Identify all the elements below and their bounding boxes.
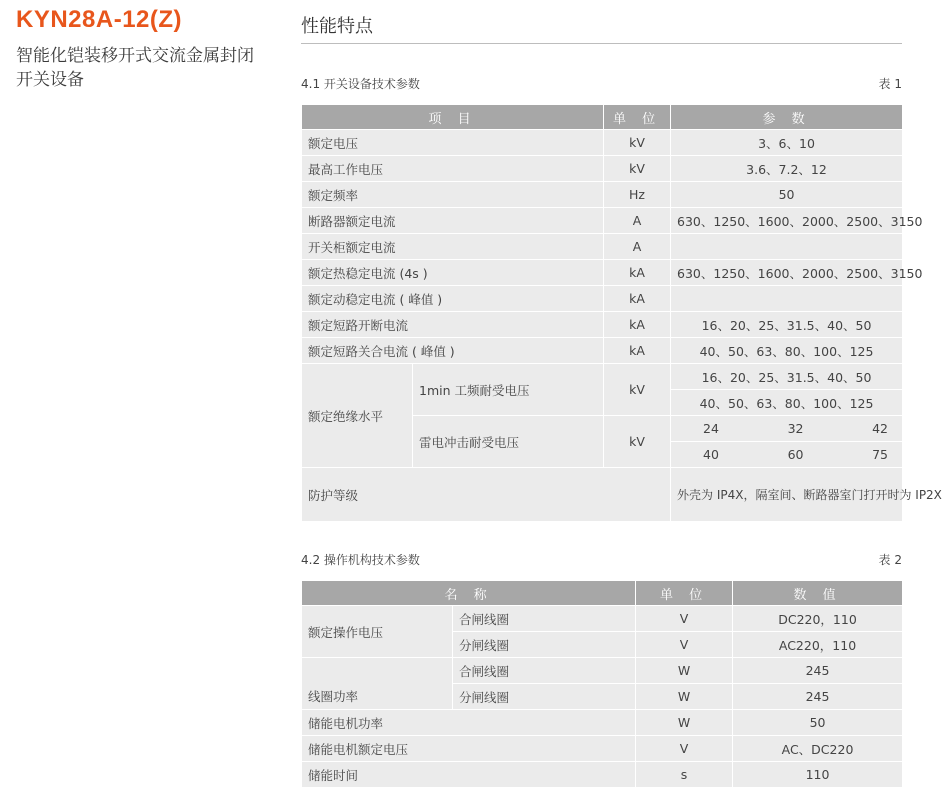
row-value: 50: [671, 182, 903, 208]
lightning-label: 雷电冲击耐受电压: [413, 416, 604, 468]
row-sub: 分闸线圈: [453, 684, 636, 710]
table1-caption: 4.1 开关设备技术参数: [301, 77, 420, 91]
row-item: 断路器额定电流: [302, 208, 604, 234]
table-row: [302, 286, 903, 312]
row-sub: 分闸线圈: [453, 632, 636, 658]
power-freq-label: 1min 工频耐受电压: [413, 364, 604, 416]
group-name: 线圈功率: [302, 658, 453, 710]
table-row: [302, 130, 903, 156]
lightning-value: 24: [703, 421, 719, 436]
row-item: 额定动稳定电流 ( 峰值 ): [302, 286, 604, 312]
product-title: KYN28A-12(Z): [16, 6, 183, 33]
table-row: [302, 234, 903, 260]
switchgear-spec-table: [301, 104, 942, 522]
lightning-values-row1: [671, 416, 903, 442]
row-item: 额定短路关合电流 ( 峰值 ): [302, 338, 604, 364]
row-value: 40、50、63、80、100、125: [671, 338, 903, 364]
table-row: [302, 312, 903, 338]
table-row: [302, 710, 903, 736]
group-name: 额定操作电压: [302, 606, 453, 658]
row-value: 3、6、10: [671, 130, 903, 156]
table1-label: 表 1: [878, 77, 902, 91]
table-row: [302, 156, 903, 182]
row-item: 开关柜额定电流: [302, 234, 604, 260]
row-value: AC、DC220: [733, 736, 903, 762]
row-value: [671, 286, 903, 312]
table-row: [302, 736, 903, 762]
insulation-item: 额定绝缘水平: [302, 364, 413, 468]
row-unit: V: [636, 606, 733, 632]
table-row: [302, 606, 903, 632]
table2-caption: 4.2 操作机构技术参数: [301, 553, 420, 567]
row-unit: kA: [604, 338, 671, 364]
protection-item: 防护等级: [302, 468, 671, 522]
header-unit: 单 位: [636, 581, 733, 606]
row-value: DC220，110: [733, 606, 903, 632]
row-value: 50: [733, 710, 903, 736]
row-unit: kA: [604, 260, 671, 286]
row-unit: W: [636, 658, 733, 684]
row-item: 额定频率: [302, 182, 604, 208]
table-row: [302, 182, 903, 208]
row-value: 630、1250、1600、2000、2500、3150: [671, 208, 903, 234]
lightning-unit: kV: [604, 416, 671, 468]
header-unit: 单 位: [604, 105, 671, 130]
row-value: 16、20、25、31.5、40、50: [671, 312, 903, 338]
row-value: 245: [733, 684, 903, 710]
row-value: 110: [733, 762, 903, 788]
mechanism-spec-table: [301, 580, 903, 788]
lightning-value: 42: [872, 421, 889, 436]
row-item: 额定短路开断电流: [302, 312, 604, 338]
table-header-row: [302, 581, 903, 606]
table-row: [302, 338, 903, 364]
row-name: 储能电机功率: [302, 710, 636, 736]
table-row: [302, 658, 903, 684]
row-unit: kA: [604, 312, 671, 338]
power-freq-value: 40、50、63、80、100、125: [671, 390, 903, 416]
row-value: 630、1250、1600、2000、2500、3150: [671, 260, 903, 286]
row-sub: 合闸线圈: [453, 658, 636, 684]
section-divider: [301, 43, 902, 44]
row-item: 额定热稳定电流 (4s ): [302, 260, 604, 286]
header-item: 项 目: [302, 105, 604, 130]
row-unit: kA: [604, 286, 671, 312]
row-name: 储能电机额定电压: [302, 736, 636, 762]
row-item: 最高工作电压: [302, 156, 604, 182]
lightning-value: 40: [703, 447, 719, 462]
table2-label: 表 2: [878, 553, 902, 567]
row-unit: Hz: [604, 182, 671, 208]
row-value: 3.6、7.2、12: [671, 156, 903, 182]
row-value: AC220，110: [733, 632, 903, 658]
table-header-row: [302, 105, 903, 130]
row-unit: W: [636, 684, 733, 710]
protection-value: 外壳为 IP4X，隔室间、断路器室门打开时为 IP2X: [671, 468, 903, 522]
power-freq-unit: kV: [604, 364, 671, 416]
row-name: 储能时间: [302, 762, 636, 788]
table-row: [302, 260, 903, 286]
row-unit: V: [636, 632, 733, 658]
row-unit: kV: [604, 130, 671, 156]
table-row: [302, 468, 903, 522]
row-sub: 合闸线圈: [453, 606, 636, 632]
row-value: [671, 234, 903, 260]
row-unit: s: [636, 762, 733, 788]
row-value: 245: [733, 658, 903, 684]
header-param: 参 数: [671, 105, 903, 130]
product-subtitle: 智能化铠装移开式交流金属封闭开关设备: [16, 46, 254, 90]
row-unit: V: [636, 736, 733, 762]
lightning-value: 60: [787, 447, 804, 462]
lightning-value: 32: [787, 421, 804, 436]
row-unit: kV: [604, 156, 671, 182]
row-unit: A: [604, 234, 671, 260]
row-unit: A: [604, 208, 671, 234]
header-name: 名 称: [302, 581, 636, 606]
power-freq-value: 16、20、25、31.5、40、50: [671, 364, 903, 390]
lightning-values-row2: [671, 442, 903, 468]
table-row: [302, 364, 903, 390]
header-value: 数 值: [733, 581, 903, 606]
row-item: 额定电压: [302, 130, 604, 156]
table-row: [302, 208, 903, 234]
table-row: [302, 762, 903, 788]
section-heading: 性能特点: [301, 16, 373, 37]
lightning-value: 75: [872, 447, 889, 462]
row-unit: W: [636, 710, 733, 736]
